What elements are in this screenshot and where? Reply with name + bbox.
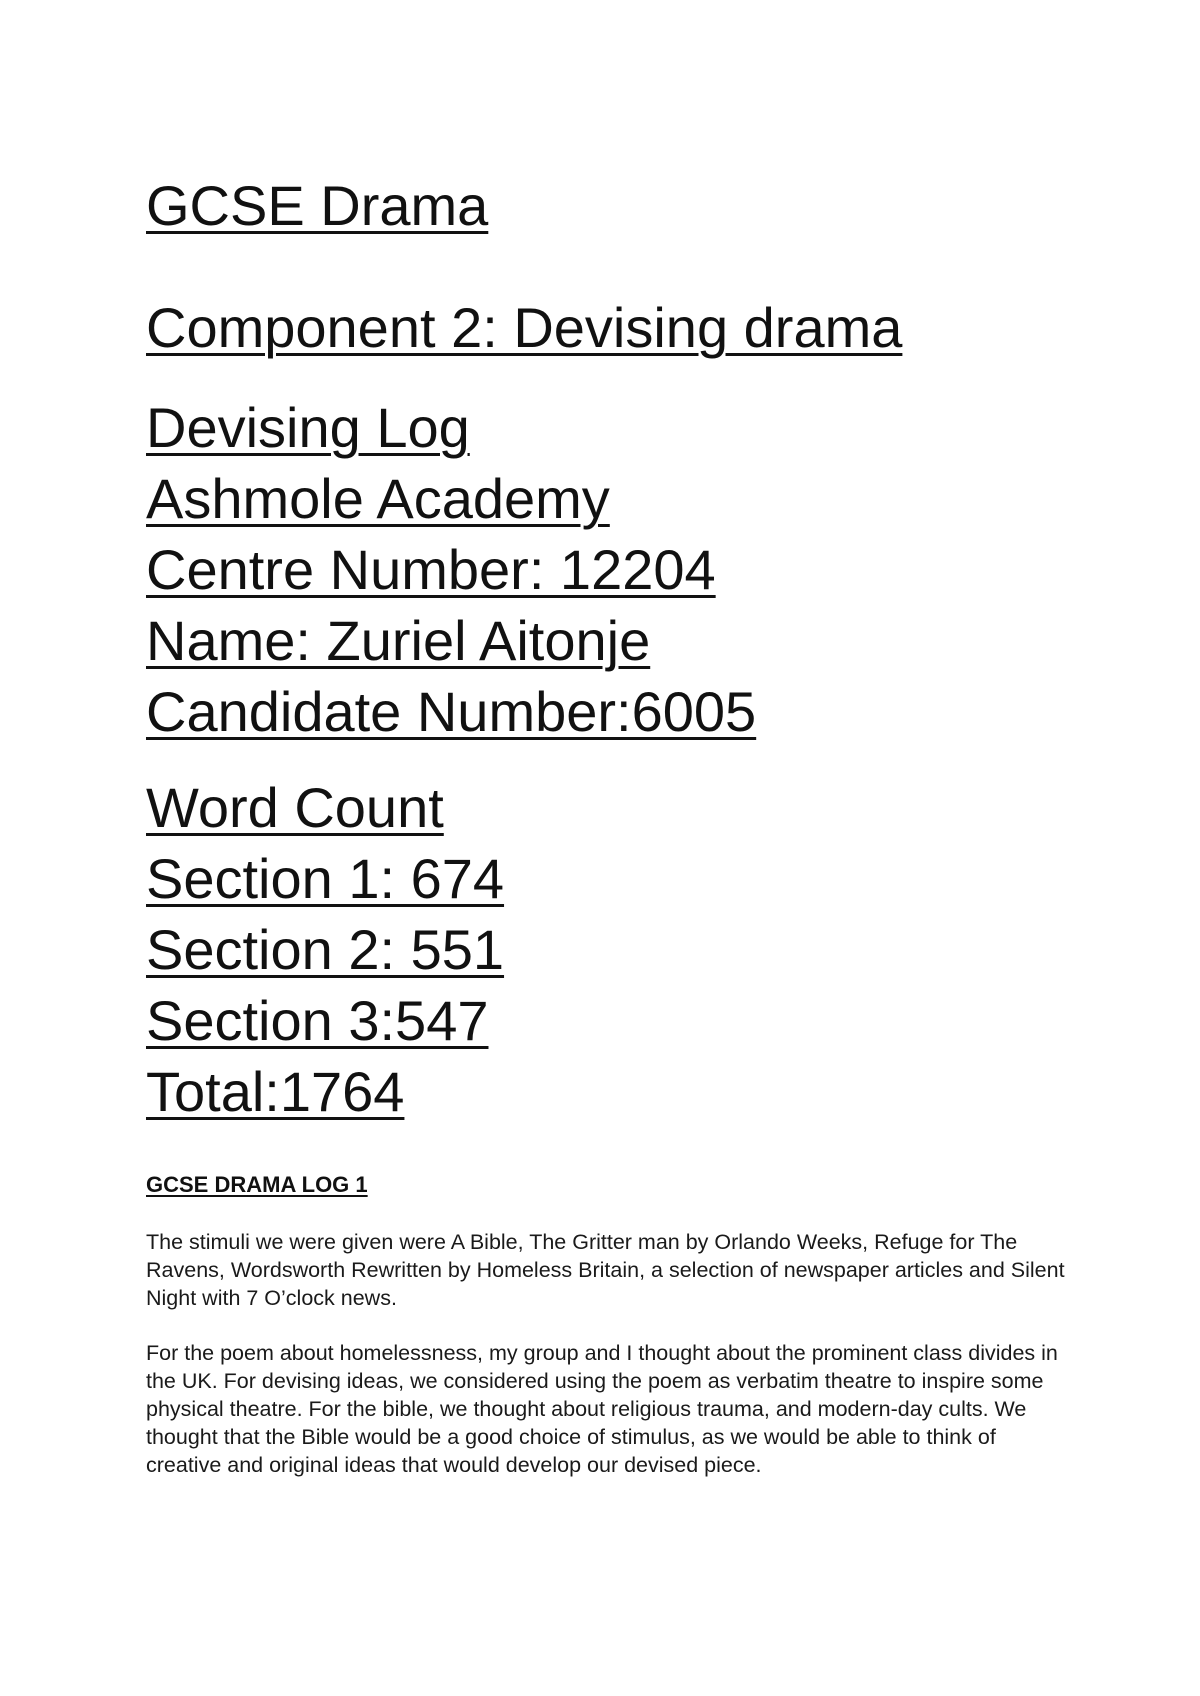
stimuli-paragraph: The stimuli we were given were A Bible, The Gritter man by Orlando Weeks, Refuge for The Ravens, Wordsworth Rewritten by Homeless Britain, a selection of newspaper articles and Silent Night with 7 O’clock news. (146, 1230, 1065, 1310)
word-count-heading: Word Count (146, 776, 444, 839)
section-2-count: Section 2: 551 (146, 918, 505, 981)
centre-number: Centre Number: 12204 (146, 538, 716, 601)
section-3-count: Section 3:547 (146, 989, 489, 1052)
document-title: GCSE Drama (146, 174, 489, 237)
section-1-count: Section 1: 674 (146, 847, 505, 910)
log-heading: GCSE DRAMA LOG 1 (146, 1172, 368, 1197)
total-count: Total:1764 (146, 1060, 405, 1123)
candidate-name: Name: Zuriel Aitonje (146, 609, 651, 672)
component-heading: Component 2: Devising drama (146, 296, 903, 359)
school-name: Ashmole Academy (146, 467, 610, 530)
devising-log-label: Devising Log (146, 396, 470, 459)
candidate-number: Candidate Number:6005 (146, 680, 757, 743)
homelessness-paragraph: For the poem about homelessness, my group and I thought about the prominent class divides in the UK. For devising ideas, we considered using the poem as verbatim theatre to inspire some physical theatre. For the bible, we thought about religious trauma, and modern-day cults. We thought that the Bible would be a good choice of stimulus, as we would be able to think of creative and original ideas that would develop our devised piece. (146, 1341, 1058, 1477)
